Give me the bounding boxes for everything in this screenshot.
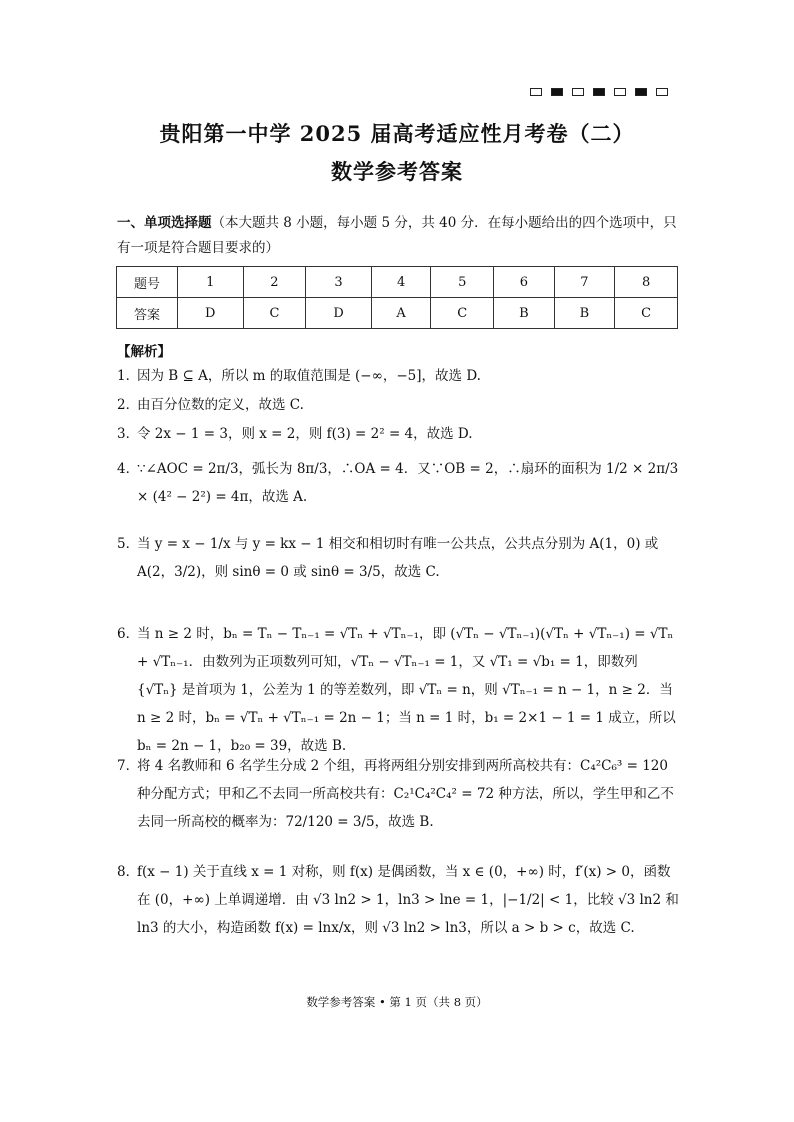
question-number: 1	[178, 267, 244, 298]
mark-filled	[551, 88, 563, 96]
answer-cell: C	[243, 298, 306, 329]
page-footer: 数学参考答案 • 第 1 页（共 8 页）	[306, 995, 488, 1009]
question-number: 8	[615, 267, 678, 298]
table-row	[117, 267, 678, 298]
question-number: 5	[431, 267, 494, 298]
mark-empty	[656, 88, 668, 96]
list-item	[117, 362, 682, 390]
answer-cell: B	[554, 298, 615, 329]
mark-empty	[572, 88, 584, 96]
item-text: 将 4 名教师和 6 名学生分成 2 个组，再将两组分别安排到两所高校共有：C₄²C₆³ = 120 种分配方式；甲和乙不去同一所高校共有：C₂¹C₄²C₄² = 72 种方法，所以，学生甲和乙不去同一所高校的概率为：72/120 = 3/5，故选 B.	[137, 758, 674, 830]
answer-table	[116, 266, 678, 329]
question-number: 3	[306, 267, 372, 298]
row-label: 题号	[117, 267, 178, 298]
question-number: 2	[243, 267, 306, 298]
item-number: 1．	[117, 368, 140, 384]
mark-filled	[593, 88, 605, 96]
row-label: 答案	[117, 298, 178, 329]
item-number: 2．	[117, 397, 140, 413]
list-item	[117, 752, 682, 836]
item-text: f(x − 1) 关于直线 x = 1 对称，则 f(x) 是偶函数，当 x ∈ (0，+∞) 时，f′(x) > 0，函数在 (0，+∞) 上单调递增．由 √3 ln2 > 1，ln3 > lne = 1，|−1/2| < 1，比较 √3 ln2 和 ln3 的大小，构造函数 f(x) = lnx/x，则 √3 ln2 > ln3，所以 a > b > c，故选 C.	[137, 864, 679, 936]
question-number: 6	[494, 267, 555, 298]
list-item	[117, 420, 682, 448]
item-text: 当 y = x − 1/x 与 y = kx − 1 相交和相切时有唯一公共点，公共点分别为 A(1，0) 或 A(2，3/2)，则 sinθ = 0 或 sinθ = 3/5，故选 C.	[137, 536, 659, 580]
question-number: 7	[554, 267, 615, 298]
mark-empty	[530, 88, 542, 96]
list-item	[117, 530, 682, 586]
list-item	[117, 391, 682, 419]
answer-cell: D	[306, 298, 372, 329]
section-heading	[117, 211, 682, 261]
list-item	[117, 455, 682, 511]
item-number: 8．	[117, 864, 140, 880]
answer-cell: B	[494, 298, 555, 329]
header-marks	[530, 88, 668, 96]
answer-cell: A	[371, 298, 431, 329]
item-text: 由百分位数的定义，故选 C.	[137, 397, 304, 413]
item-text: 当 n ≥ 2 时，bₙ = Tₙ − Tₙ₋₁ = √Tₙ + √Tₙ₋₁，即 (√Tₙ − √Tₙ₋₁)(√Tₙ + √Tₙ₋₁) = √Tₙ + √Tₙ₋₁．由数列为正项数列可知，√Tₙ − √Tₙ₋₁ = 1，又 √T₁ = √b₁ = 1，即数列 {√Tₙ} 是首项为 1，公差为 1 的等差数列，即 √Tₙ = n，则 √Tₙ₋₁ = n − 1，n ≥ 2．当 n ≥ 2 时，bₙ = √Tₙ + √Tₙ₋₁ = 2n − 1；当 n = 1 时，b₁ = 2×1 − 1 = 1 成立，所以 bₙ = 2n − 1，b₂₀ = 39，故选 B.	[137, 626, 676, 754]
table-row	[117, 298, 678, 329]
answer-cell: D	[178, 298, 244, 329]
item-number: 3．	[117, 426, 140, 442]
item-number: 4．	[117, 461, 140, 477]
answer-cell: C	[615, 298, 678, 329]
question-number: 4	[371, 267, 431, 298]
item-text: 因为 B ⊆ A，所以 m 的取值范围是 (−∞，−5]，故选 D.	[137, 368, 481, 384]
list-item	[117, 858, 682, 942]
answer-cell: C	[431, 298, 494, 329]
item-text: 令 2x − 1 = 3，则 x = 2，则 f(3) = 2² = 4，故选 D.	[137, 426, 473, 442]
doc-subtitle: 数学参考答案	[331, 159, 463, 184]
item-number: 6．	[117, 626, 140, 642]
section-desc: （本大题共 8 小题，每小题 5 分，共 40 分．在每小题给出的四个选项中，只有一项是符合题目要求的）	[117, 215, 677, 256]
mark-filled	[635, 88, 647, 96]
item-number: 5．	[117, 536, 140, 552]
item-text: ∵∠AOC = 2π/3，弧长为 8π/3，∴OA = 4．又∵OB = 2，∴扇环的面积为 1/2 × 2π/3 × (4² − 2²) = 4π，故选 A.	[137, 461, 679, 505]
analysis-label: 【解析】	[117, 344, 171, 360]
item-number: 7．	[117, 758, 140, 774]
doc-title: 贵阳第一中学 2025 届高考适应性月考卷（二）	[159, 121, 635, 146]
section-title: 一、单项选择题	[117, 215, 212, 231]
mark-empty	[614, 88, 626, 96]
list-item	[117, 620, 682, 760]
